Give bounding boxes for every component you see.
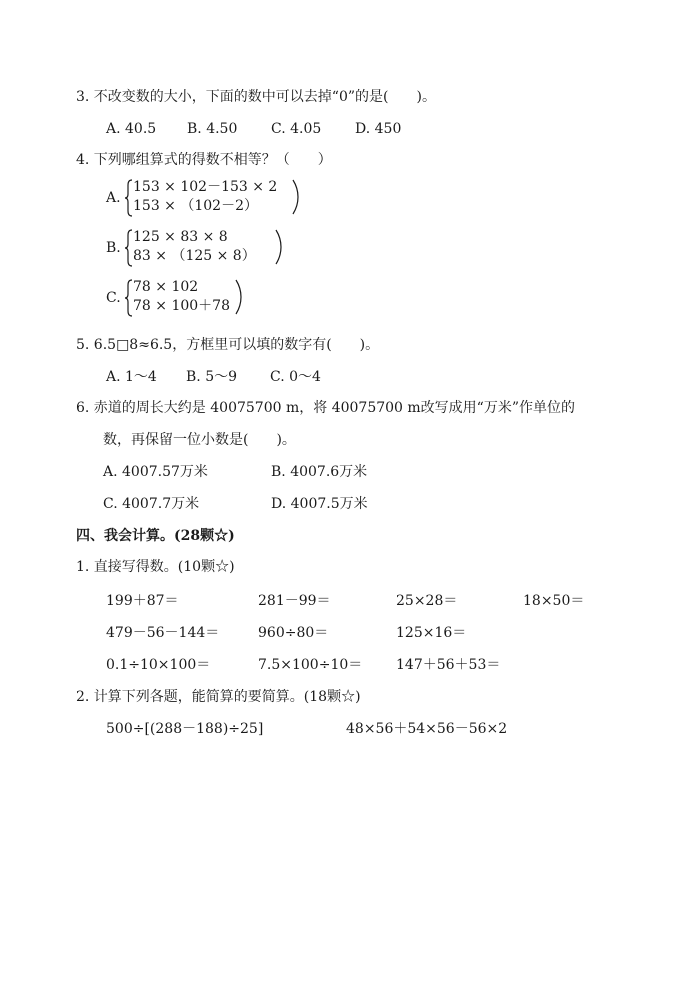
q5-option-b: B. 5～9 bbox=[186, 369, 238, 385]
calc-item-2: 281－99＝ bbox=[258, 593, 331, 609]
q6-option-d: D. 4007.5万米 bbox=[271, 496, 368, 512]
q4-option-b-right-paren bbox=[275, 229, 283, 265]
q4-option-a-label: A. bbox=[106, 190, 121, 206]
q4-stem: 4. 下列哪组算式的得数不相等？（ ） bbox=[76, 152, 332, 168]
q3-option-c: C. 4.05 bbox=[271, 121, 322, 137]
q6-stem-line1: 6. 赤道的周长大约是 40075700 m，将 40075700 m改写成用“万米”作单位的 bbox=[76, 400, 575, 416]
q6-option-b: B. 4007.6万米 bbox=[271, 464, 368, 480]
simplify-item-1: 500÷[(288－188)÷25] bbox=[106, 721, 264, 737]
q5-option-c: C. 0～4 bbox=[270, 369, 321, 385]
q4-option-c-line2: 78 × 100＋78 bbox=[133, 298, 230, 314]
q3-option-d: D. 450 bbox=[355, 121, 402, 137]
calc-item-6: 960÷80＝ bbox=[258, 625, 329, 641]
section4-part1-title: 1. 直接写得数。(10颗☆) bbox=[76, 559, 235, 575]
q6-option-c: C. 4007.7万米 bbox=[103, 496, 200, 512]
q6-stem-line2: 数，再保留一位小数是( )。 bbox=[103, 432, 296, 448]
calc-item-3: 25×28＝ bbox=[396, 593, 458, 609]
q4-option-a-line2: 153 × （102－2） bbox=[133, 198, 258, 214]
calc-item-4: 18×50＝ bbox=[523, 593, 585, 609]
q3-stem: 3. 不改变数的大小，下面的数中可以去掉“0”的是( )。 bbox=[76, 89, 436, 105]
calc-item-1: 199＋87＝ bbox=[106, 593, 179, 609]
q6-option-a: A. 4007.57万米 bbox=[103, 464, 208, 480]
q4-option-c-right-paren bbox=[235, 279, 243, 315]
calc-item-7: 125×16＝ bbox=[396, 625, 467, 641]
calc-item-8: 0.1÷10×100＝ bbox=[106, 657, 211, 673]
q3-option-b: B. 4.50 bbox=[187, 121, 238, 137]
q3-option-a: A. 40.5 bbox=[106, 121, 157, 137]
q4-option-a-line1: 153 × 102－153 × 2 bbox=[133, 179, 278, 195]
q4-option-c-label: C. bbox=[106, 290, 121, 306]
calc-item-9: 7.5×100÷10＝ bbox=[258, 657, 363, 673]
section4-part2-title: 2. 计算下列各题，能简算的要简算。(18颗☆) bbox=[76, 689, 361, 705]
q4-option-a-right-paren bbox=[292, 179, 300, 215]
calc-item-10: 147＋56＋53＝ bbox=[396, 657, 501, 673]
section4-title: 四、我会计算。(28颗☆) bbox=[76, 528, 235, 544]
q4-option-b-line2: 83 × （125 × 8） bbox=[133, 248, 256, 264]
q4-option-b-line1: 125 × 83 × 8 bbox=[133, 229, 228, 245]
q5-stem: 5. 6.5□8≈6.5，方框里可以填的数字有( )。 bbox=[76, 337, 380, 353]
q4-option-c-line1: 78 × 102 bbox=[133, 279, 199, 295]
q4-option-b-label: B. bbox=[106, 240, 121, 256]
calc-item-5: 479－56－144＝ bbox=[106, 625, 220, 641]
simplify-item-2: 48×56＋54×56－56×2 bbox=[346, 721, 508, 737]
q5-option-a: A. 1～4 bbox=[106, 369, 157, 385]
